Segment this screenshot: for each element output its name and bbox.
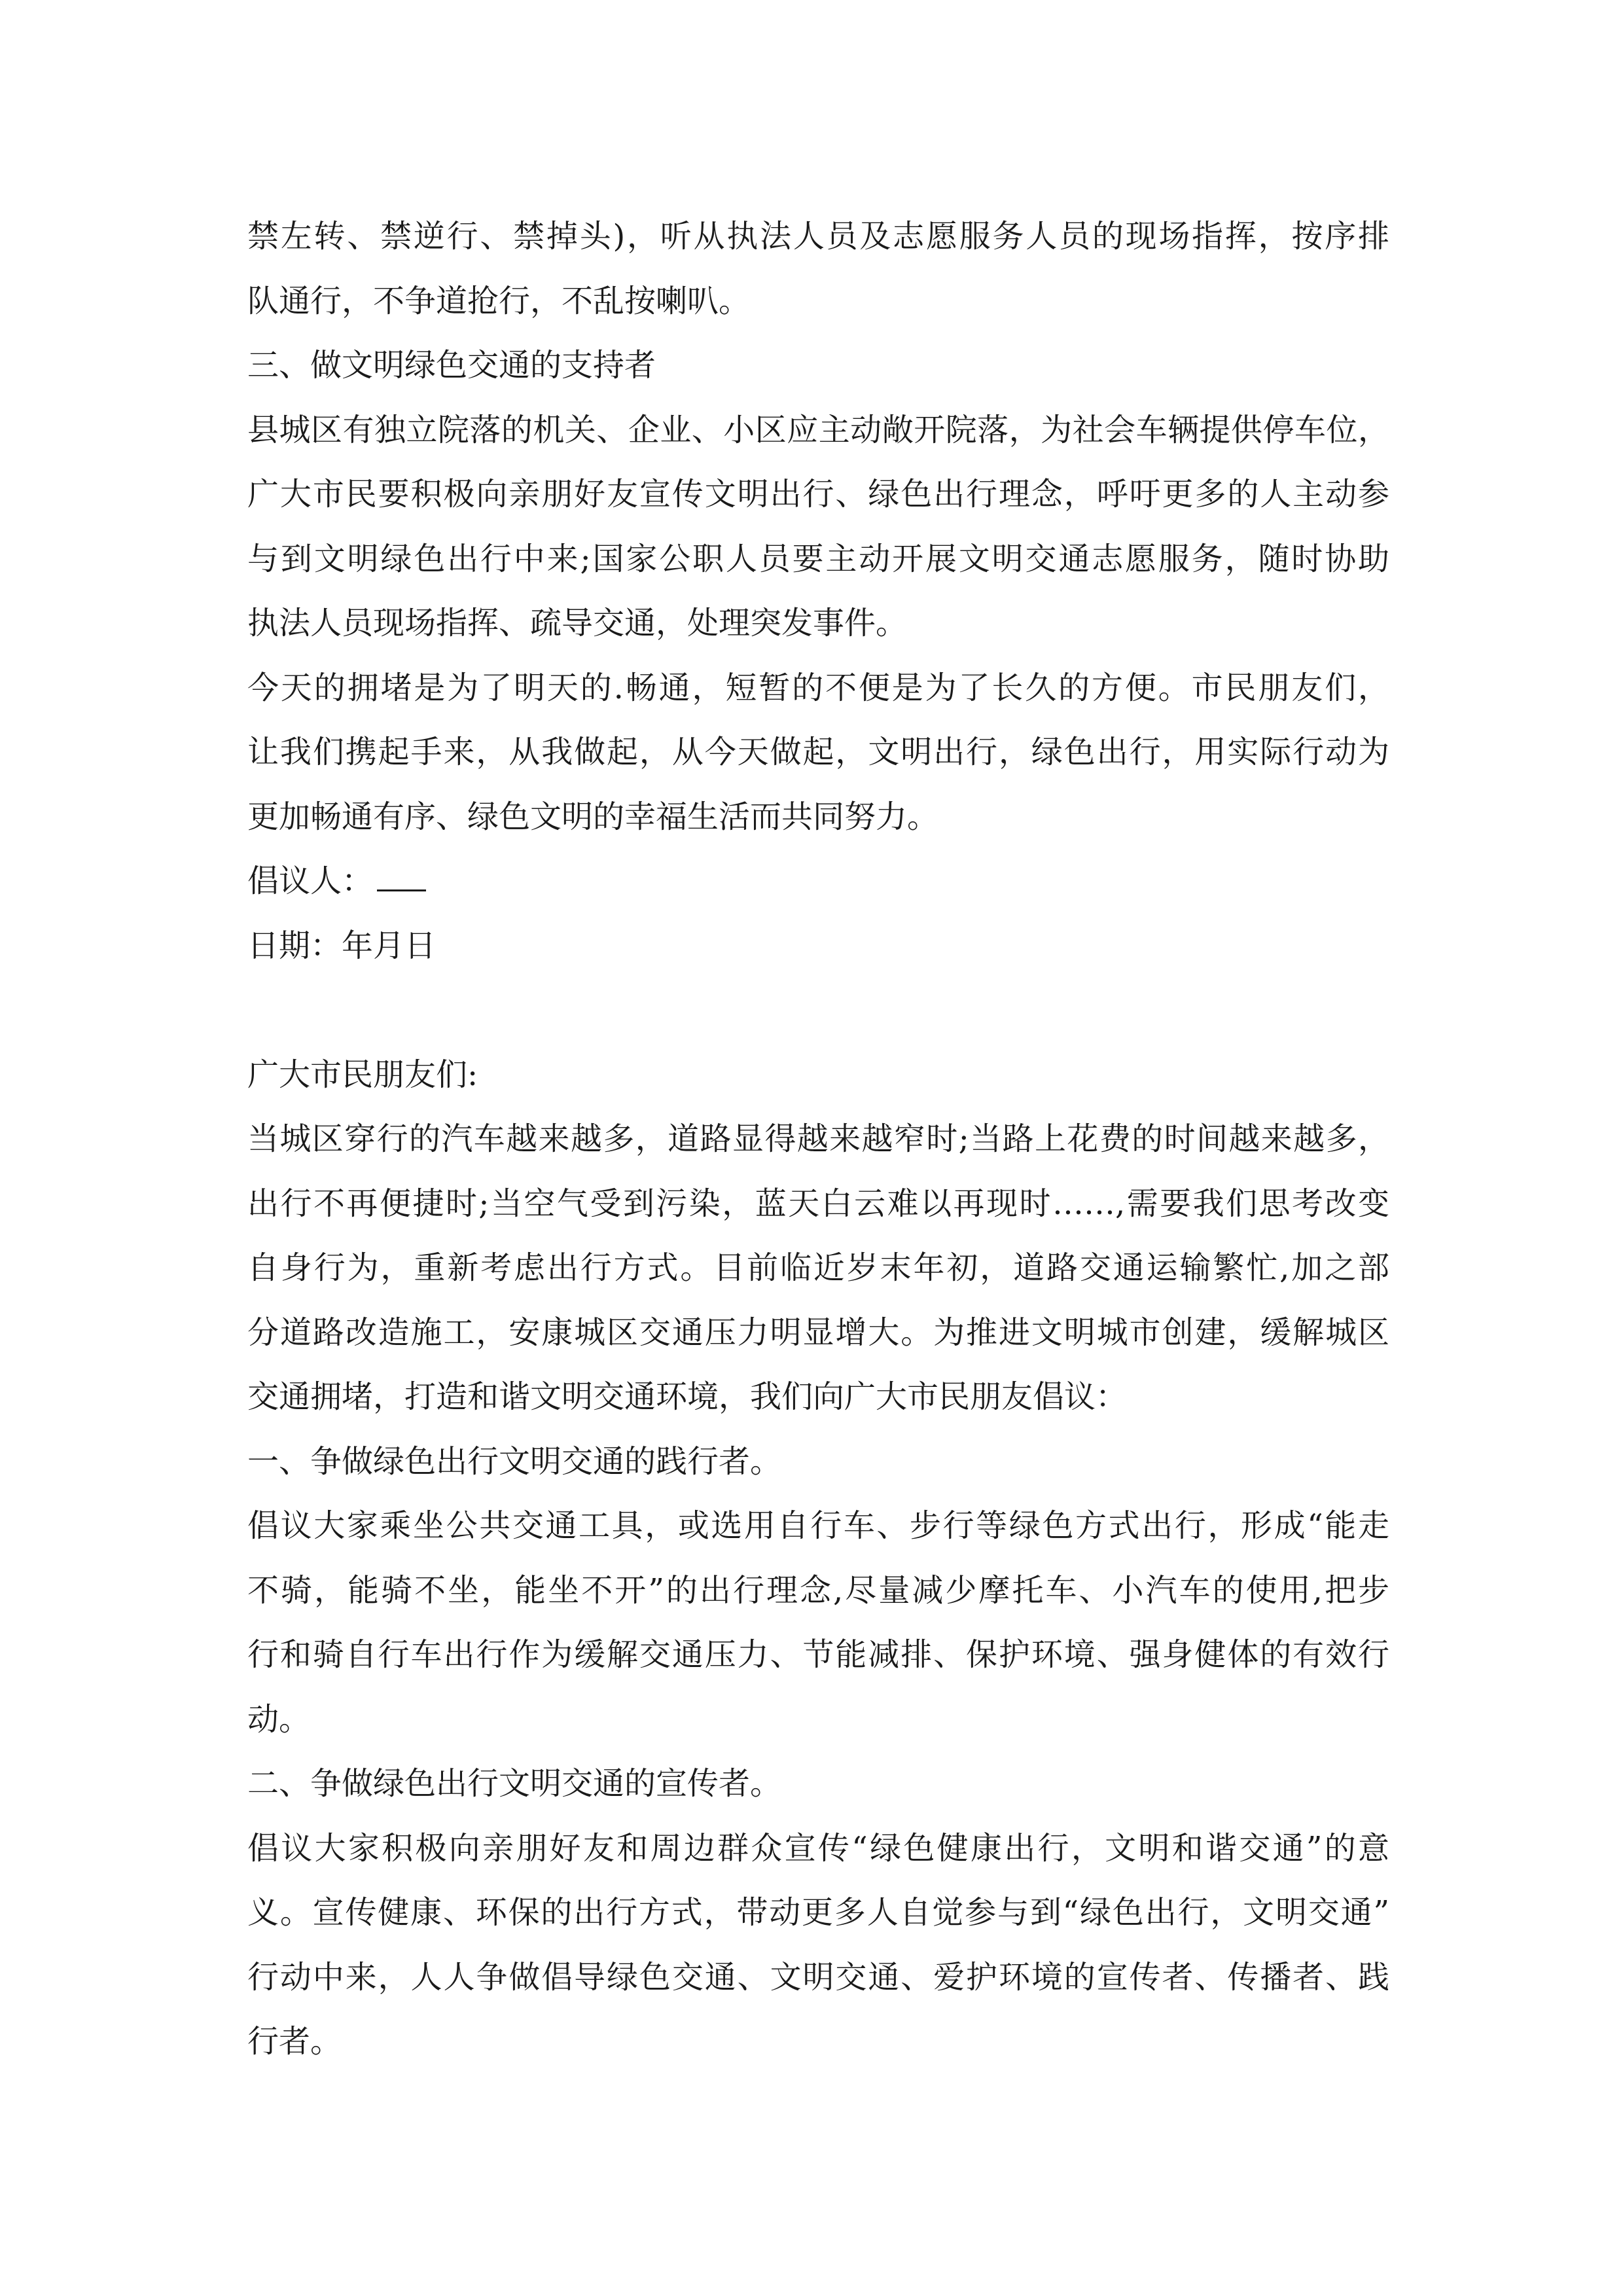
section-heading: 三、做文明绿色交通的支持者 (247, 347, 656, 384)
paragraph-line: 执法人员现场指挥、疏导交通，处理突发事件。 (247, 605, 908, 641)
paragraph-line: 县城区有独立院落的机关、企业、小区应主动敞开院落，为社会车辆提供停车位， (247, 411, 1389, 448)
paragraph-line: 倡议大家乘坐公共交通工具，或选用自行车、步行等绿色方式出行，形成“能走 (247, 1507, 1389, 1544)
document-body (247, 204, 1389, 2074)
initiator-label: 倡议人： (247, 863, 374, 899)
salutation: 广大市民朋友们: (247, 1056, 478, 1093)
date-line: 日期：年月日 (247, 927, 437, 964)
paragraph-line: 更加畅通有序、绿色文明的幸福生活而共同努力。 (247, 798, 939, 835)
paragraph-line: 不骑，能骑不坐，能坐不开”的出行理念,尽量减少摩托车、小汽车的使用,把步 (247, 1571, 1389, 1609)
paragraph-line: 与到文明绿色出行中来;国家公职人员要主动开展文明交通志愿服务，随时协助 (247, 540, 1389, 577)
item-heading: 二、争做绿色出行文明交通的宣传者。 (247, 1765, 782, 1802)
paragraph-line: 义。宣传健康、环保的出行方式，带动更多人自觉参与到“绿色出行，文明交通” (247, 1894, 1389, 1931)
paragraph-line: 分道路改造施工，安康城区交通压力明显增大。为推进文明城市创建，缓解城区 (247, 1314, 1389, 1351)
paragraph-line: 今天的拥堵是为了明天的.畅通，短暂的不便是为了长久的方便。市民朋友们， (247, 669, 1389, 706)
paragraph-line: 行和骑自行车出行作为缓解交通压力、节能减排、保护环境、强身健体的有效行 (247, 1636, 1389, 1673)
paragraph-line: 交通拥堵，打造和谐文明交通环境，我们向广大市民朋友倡议： (247, 1378, 1128, 1415)
paragraph-line: 让我们携起手来，从我做起，从今天做起，文明出行，绿色出行，用实际行动为 (247, 734, 1389, 770)
paragraph-line: 动。 (247, 1700, 311, 1738)
paragraph-line: 行者。 (247, 2023, 342, 2060)
paragraph-line: 队通行，不争道抢行，不乱按喇叭。 (247, 282, 751, 319)
paragraph-line: 当城区穿行的汽车越来越多，道路显得越来越窄时;当路上花费的时间越来越多， (247, 1121, 1389, 1157)
initiator-line (247, 849, 1389, 914)
paragraph-line: 行动中来，人人争做倡导绿色交通、文明交通、爱护环境的宣传者、传播者、践 (247, 1958, 1389, 1996)
item-heading: 一、争做绿色出行文明交通的践行者。 (247, 1443, 782, 1480)
paragraph-line: 广大市民要积极向亲朋好友宣传文明出行、绿色出行理念，呼吁更多的人主动参 (247, 476, 1389, 512)
paragraph-line: 自身行为，重新考虑出行方式。目前临近岁末年初，道路交通运输繁忙,加之部 (247, 1249, 1389, 1286)
paragraph-line: 出行不再便捷时;当空气受到污染，蓝天白云难以再现时……,需要我们思考改变 (247, 1185, 1389, 1222)
signature-blank (377, 850, 426, 891)
paragraph-line: 倡议大家积极向亲朋好友和周边群众宣传“绿色健康出行，文明和谐交通”的意 (247, 1829, 1389, 1867)
spacer (247, 978, 1389, 1043)
paragraph-line: 禁左转、禁逆行、禁掉头)，听从执法人员及志愿服务人员的现场指挥，按序排 (247, 218, 1389, 255)
